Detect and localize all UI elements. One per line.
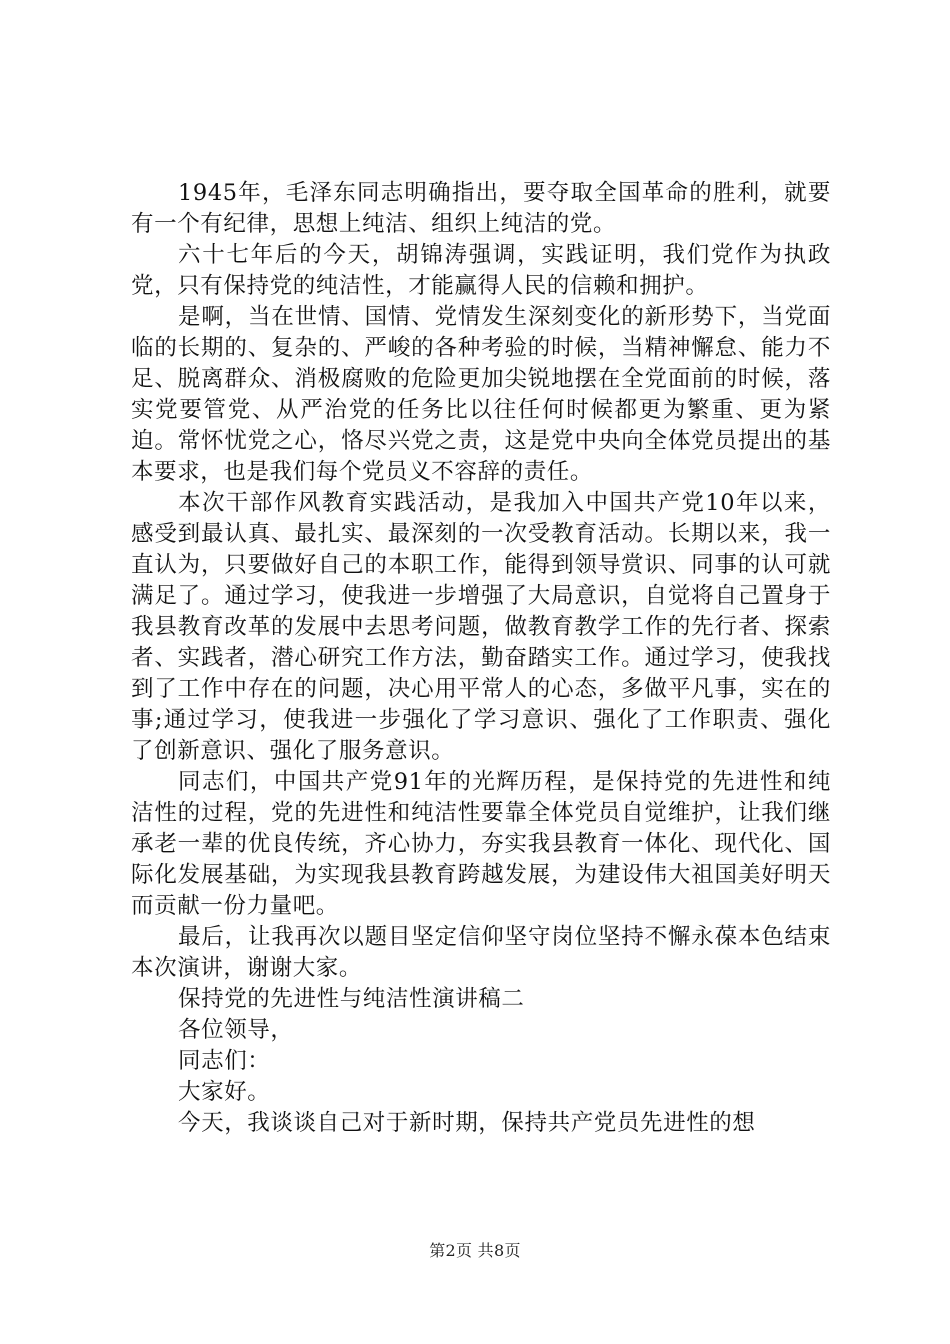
paragraph-today: 今天，我谈谈自己对于新时期，保持共产党员先进性的想 [178,1110,756,1136]
document-body [131,178,831,1139]
paragraph-1945: 1945年，毛泽东同志明确指出，要夺取全国革命的胜利，就要有一个有纪律，思想上纯洁、组织上纯洁的党。 [131,180,831,237]
greeting-comrades: 同志们： [178,1048,271,1074]
paragraph-sixty-seven-years: 六十七年后的今天，胡锦涛强调，实践证明，我们党作为执政党，只有保持党的纯洁性，才能赢得人民的信赖和拥护。 [131,242,831,299]
paragraph-closing: 最后，让我再次以题目坚定信仰坚守岗位坚持不懈永葆本色结束本次演讲，谢谢大家。 [131,924,831,981]
speech-two-title: 保持党的先进性与纯洁性演讲稿二 [178,986,525,1012]
greeting-everyone: 大家好。 [178,1079,271,1105]
page-number-label: 第2页 共8页 [429,1241,521,1260]
page-footer [0,1241,950,1261]
paragraph-comrades: 同志们，中国共产党91年的光辉历程，是保持党的先进性和纯洁性的过程，党的先进性和纯洁性要靠全体党员自觉维护，让我们继承老一辈的优良传统，齐心协力，夯实我县教育一体化、现代化、国际化发展基础，为实现我县教育跨越发展，为建设伟大祖国美好明天而贡献一份力量吧。 [131,769,831,919]
paragraph-education-activity: 本次干部作风教育实践活动，是我加入中国共产党10年以来，感受到最认真、最扎实、最深刻的一次受教育活动。长期以来，我一直认为，只要做好自己的本职工作，能得到领导赏识、同事的认可就满足了。通过学习，使我进一步增强了大局意识，自觉将自己置身于我县教育改革的发展中去思考问题，做教育教学工作的先行者、探索者、实践者，潜心研究工作方法，勤奋踏实工作。通过学习，使我找到了工作中存在的问题，决心用平常人的心态，多做平凡事，实在的事;通过学习，使我进一步强化了学习意识、强化了工作职责、强化了创新意识、强化了服务意识。 [131,490,831,764]
greeting-leaders: 各位领导， [178,1017,294,1043]
paragraph-new-situation: 是啊，当在世情、国情、党情发生深刻变化的新形势下，当党面临的长期的、复杂的、严峻的各种考验的时候，当精神懈怠、能力不足、脱离群众、消极腐败的危险更加尖锐地摆在全党面前的时候，落实党要管党、从严治党的任务比以往任何时候都更为繁重、更为紧迫。常怀忧党之心，恪尽兴党之责，这是党中央向全体党员提出的基本要求，也是我们每个党员义不容辞的责任。 [131,304,831,485]
